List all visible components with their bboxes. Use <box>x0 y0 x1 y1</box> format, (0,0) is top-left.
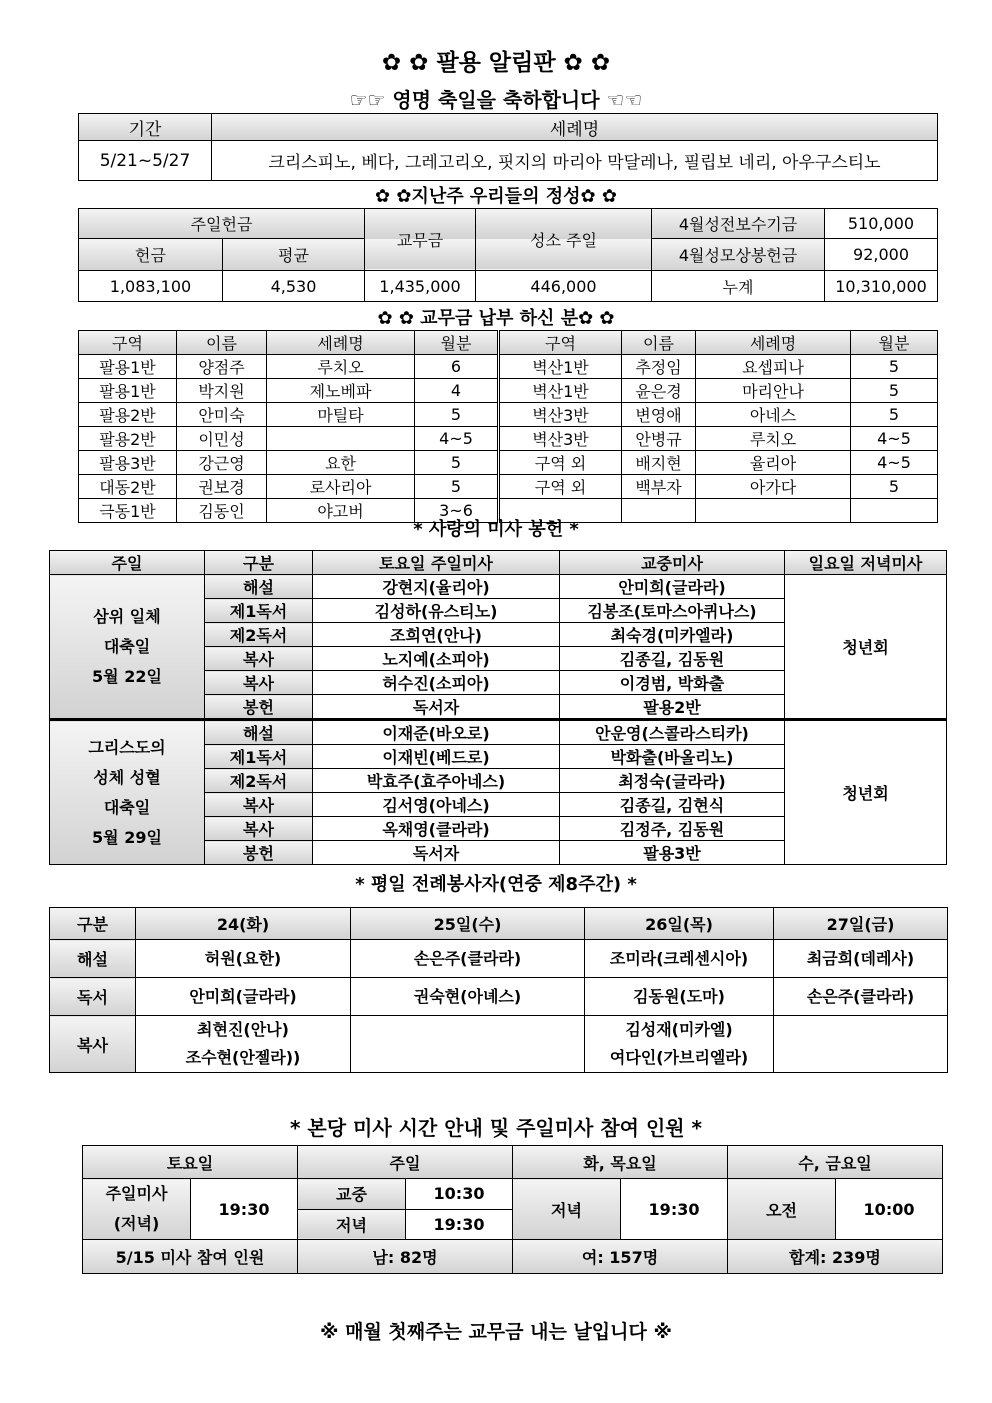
dues-area: 벽산3반 <box>499 403 622 427</box>
love-main-server: 김종길, 김동원 <box>560 647 785 671</box>
sun-evening-label: 저녁 <box>298 1209 406 1240</box>
love-saturday-server: 노지예(소피아) <box>313 647 560 671</box>
weekday-server-name: 최금희(데레사) <box>806 948 915 968</box>
love-saturday-server: 김서영(아네스) <box>313 793 560 817</box>
sunday-offering-label: 주일헌금 <box>79 209 365 239</box>
weekday-server-name: 조미라(크레센시아) <box>609 948 749 968</box>
dues-row <box>79 427 938 451</box>
dues-area: 구역 외 <box>499 475 622 499</box>
weekday-server-name: 최현진(안나) <box>197 1020 289 1039</box>
offering-table <box>78 208 938 302</box>
love-role: 제1독서 <box>205 745 313 769</box>
holy-sunday-label: 성소 주일 <box>476 209 652 271</box>
dues-header-row <box>79 331 938 355</box>
dues-row <box>79 379 938 403</box>
dues-header-month: 월분 <box>851 331 938 355</box>
love-main-server: 김종길, 김현식 <box>560 793 785 817</box>
weekday-server <box>351 978 585 1016</box>
weekday-server-name: 김동원(도마) <box>633 986 725 1006</box>
dues-month: 5 <box>851 379 938 403</box>
dues-header-area: 구역 <box>79 331 177 355</box>
mass-times-title: * 본당 미사 시간 안내 및 주일미사 참여 인원 * <box>289 1116 703 1140</box>
dues-month: 5 <box>851 403 938 427</box>
weekday-row <box>50 940 948 978</box>
weekday-server-name: 여다인(가브리엘라) <box>609 1048 749 1067</box>
love-role: 해설 <box>205 720 313 745</box>
dues-area: 팔용3반 <box>79 451 177 475</box>
dues-row <box>79 451 938 475</box>
love-saturday-server: 강현지(율리아) <box>313 575 560 599</box>
cash-label: 헌금 <box>79 239 223 271</box>
dues-month: 4~5 <box>851 427 938 451</box>
dues-baptismal: 요한 <box>267 451 415 475</box>
dues-month: 5 <box>851 355 938 379</box>
dues-name: 백부자 <box>622 475 696 499</box>
dues-row <box>79 475 938 499</box>
love-evening-server: 청년회 <box>785 575 947 720</box>
feast-names: 크리스피노, 베다, 그레고리오, 핏지의 마리아 막달레나, 필립보 네리, 아우구스티노 <box>212 141 938 181</box>
dues-row <box>79 403 938 427</box>
dues-baptismal: 아네스 <box>696 403 851 427</box>
dues-baptismal: 아가다 <box>696 475 851 499</box>
dues-month: 4 <box>415 379 499 403</box>
weekday-row <box>50 978 948 1016</box>
love-saturday-server: 독서자 <box>313 695 560 720</box>
love-role: 복사 <box>205 647 313 671</box>
dues-header-name: 이름 <box>177 331 267 355</box>
attendance-male: 남: 82명 <box>298 1240 513 1274</box>
weekday-header-tue: 24(화) <box>136 908 351 940</box>
feast-period: 5/21~5/27 <box>79 141 212 181</box>
dues-baptismal: 로사리아 <box>267 475 415 499</box>
dues-month: 5 <box>415 403 499 427</box>
weekday-server <box>585 978 774 1016</box>
love-role: 해설 <box>205 575 313 599</box>
love-main-server: 김봉조(토마스아퀴나스) <box>560 599 785 623</box>
love-main-server: 박화출(바올리노) <box>560 745 785 769</box>
weekday-header-thu: 26일(목) <box>585 908 774 940</box>
mass-header-saturday: 토요일 <box>83 1146 298 1179</box>
dues-payers-title: ✿ ✿ 교무금 납부 하신 분✿ ✿ <box>377 308 615 329</box>
sun-evening-time: 19:30 <box>406 1209 513 1240</box>
weekday-server-name: 권숙현(아녜스) <box>413 986 522 1006</box>
love-role: 제2독서 <box>205 623 313 647</box>
dues-month: 3~6 <box>415 499 499 523</box>
weekday-server <box>774 940 948 978</box>
dues-name: 이민성 <box>177 427 267 451</box>
love-header-sunday: 주일 <box>50 551 205 575</box>
feast-name-line: 그리스도의 <box>88 737 166 757</box>
love-main-server: 안미희(글라라) <box>560 575 785 599</box>
love-mass-table <box>49 550 947 865</box>
dues-area: 극동1반 <box>79 499 177 523</box>
weekday-table <box>49 907 948 1073</box>
dues-label: 교무금 <box>365 209 476 271</box>
average-value: 4,530 <box>223 271 365 302</box>
dues-header-baptismal: 세례명 <box>696 331 851 355</box>
love-main-server: 최숙경(미카엘라) <box>560 623 785 647</box>
love-main-server: 팔용2반 <box>560 695 785 720</box>
dues-baptismal: 야고버 <box>267 499 415 523</box>
total-label: 누계 <box>652 271 825 302</box>
love-mass-row <box>50 575 947 599</box>
weekday-title: * 평일 전례봉사자(연중 제8주간) * <box>355 874 637 895</box>
dues-name: 양점주 <box>177 355 267 379</box>
feast-name <box>50 720 205 865</box>
dues-area: 벽산3반 <box>499 427 622 451</box>
love-main-server: 팔용3반 <box>560 841 785 865</box>
dues-name: 박지원 <box>177 379 267 403</box>
feast-col-period: 기간 <box>79 114 212 141</box>
feast-name-line: 성체 성혈 <box>93 767 161 787</box>
dues-value: 1,435,000 <box>365 271 476 302</box>
love-header-role: 구분 <box>205 551 313 575</box>
feast-name-line: 5월 22일 <box>92 666 162 686</box>
love-saturday-server: 이재빈(베드로) <box>313 745 560 769</box>
dues-header-name: 이름 <box>622 331 696 355</box>
feast-name-line: 대축일 <box>103 797 151 817</box>
attendance-label: 5/15 미사 참여 인원 <box>83 1240 298 1274</box>
weekday-server-name: 조수현(안젤라)) <box>185 1048 301 1067</box>
dues-month: 5 <box>415 451 499 475</box>
wed-fri-label: 오전 <box>728 1179 836 1240</box>
love-main-server: 이경범, 박화출 <box>560 671 785 695</box>
dues-payers-table <box>78 330 938 523</box>
dues-area: 팔용1반 <box>79 355 177 379</box>
dues-name: 변영애 <box>622 403 696 427</box>
mass-header-sunday: 주일 <box>298 1146 513 1179</box>
dues-header-area: 구역 <box>499 331 622 355</box>
average-label: 평균 <box>223 239 365 271</box>
love-saturday-server: 이재준(바오로) <box>313 720 560 745</box>
sun-main-time: 10:30 <box>406 1179 513 1210</box>
weekday-server <box>136 940 351 978</box>
sat-mass-label-line: (저녁) <box>113 1214 160 1233</box>
love-header-evening: 일요일 저녁미사 <box>785 551 947 575</box>
fund1-label: 4월성전보수기금 <box>652 209 825 239</box>
fund2-value: 92,000 <box>825 239 938 271</box>
weekday-header-role: 구분 <box>50 908 136 940</box>
sat-mass-label-line: 주일미사 <box>105 1184 168 1203</box>
dues-area: 벽산1반 <box>499 355 622 379</box>
dues-area: 팔용1반 <box>79 379 177 403</box>
feast-table <box>78 113 938 181</box>
sat-mass-time: 19:30 <box>191 1179 298 1240</box>
dues-baptismal <box>267 427 415 451</box>
weekday-role: 복사 <box>50 1016 136 1073</box>
love-evening-server: 청년회 <box>785 720 947 865</box>
dues-name: 추정임 <box>622 355 696 379</box>
feast-name-line: 삼위 일체 <box>93 606 161 626</box>
dues-area: 팔용2반 <box>79 403 177 427</box>
weekday-server <box>585 1016 774 1073</box>
weekday-role: 해설 <box>50 940 136 978</box>
fund1-value: 510,000 <box>825 209 938 239</box>
love-mass-title: * 사랑의 미사 봉헌 * <box>413 519 579 540</box>
dues-month: 5 <box>415 475 499 499</box>
offering-title: ✿ ✿지난주 우리들의 정성✿ ✿ <box>375 186 617 207</box>
love-role: 봉헌 <box>205 841 313 865</box>
dues-row <box>79 355 938 379</box>
dues-name: 배지현 <box>622 451 696 475</box>
weekday-server-name: 손은주(클라라) <box>413 948 522 968</box>
dues-name: 강근영 <box>177 451 267 475</box>
dues-area: 구역 외 <box>499 451 622 475</box>
dues-baptismal: 루치오 <box>267 355 415 379</box>
love-role: 복사 <box>205 671 313 695</box>
dues-month: 4~5 <box>851 451 938 475</box>
mass-header-tue-thu: 화, 목요일 <box>513 1146 728 1179</box>
holy-sunday-value: 446,000 <box>476 271 652 302</box>
weekday-server-name: 허원(요한) <box>204 948 282 968</box>
weekday-server <box>585 940 774 978</box>
total-value: 10,310,000 <box>825 271 938 302</box>
dues-baptismal: 요셉피나 <box>696 355 851 379</box>
love-saturday-server: 옥채영(클라라) <box>313 817 560 841</box>
weekday-header-fri: 27일(금) <box>774 908 948 940</box>
love-saturday-server: 독서자 <box>313 841 560 865</box>
dues-area: 대동2반 <box>79 475 177 499</box>
feast-name <box>50 575 205 720</box>
weekday-server <box>136 978 351 1016</box>
dues-header-month: 월분 <box>415 331 499 355</box>
sat-mass-label <box>83 1179 191 1240</box>
tue-thu-time: 19:30 <box>621 1179 728 1240</box>
feast-subtitle: ☞☞ 영명 축일을 축하합니다 ☜☜ <box>349 88 643 112</box>
attendance-female: 여: 157명 <box>513 1240 728 1274</box>
weekday-server-name: 손은주(클라라) <box>806 986 915 1006</box>
dues-baptismal: 루치오 <box>696 427 851 451</box>
weekday-header-wed: 25일(수) <box>351 908 585 940</box>
love-role: 제2독서 <box>205 769 313 793</box>
dues-header-baptismal: 세례명 <box>267 331 415 355</box>
dues-area: 팔용2반 <box>79 427 177 451</box>
tue-thu-label: 저녁 <box>513 1179 621 1240</box>
love-main-server: 최정숙(글라라) <box>560 769 785 793</box>
dues-name: 김동인 <box>177 499 267 523</box>
dues-name: 권보경 <box>177 475 267 499</box>
wed-fri-time: 10:00 <box>836 1179 943 1240</box>
dues-name: 안병규 <box>622 427 696 451</box>
dues-name: 윤은경 <box>622 379 696 403</box>
dues-area: 벽산1반 <box>499 379 622 403</box>
sun-main-label: 교중 <box>298 1179 406 1210</box>
dues-month: 5 <box>851 475 938 499</box>
feast-name-line: 대축일 <box>103 636 151 656</box>
page-title: ✿ ✿ 팔용 알림판 ✿ ✿ <box>381 50 611 76</box>
love-header-saturday: 토요일 주일미사 <box>313 551 560 575</box>
love-role: 복사 <box>205 817 313 841</box>
cash-value: 1,083,100 <box>79 271 223 302</box>
weekday-server <box>774 1016 948 1073</box>
dues-baptismal: 마틸타 <box>267 403 415 427</box>
love-saturday-server: 조희연(안나) <box>313 623 560 647</box>
love-main-server: 안운영(스콜라스티카) <box>560 720 785 745</box>
weekday-row <box>50 1016 948 1073</box>
love-mass-row <box>50 720 947 745</box>
dues-baptismal: 제노베파 <box>267 379 415 403</box>
love-role: 봉헌 <box>205 695 313 720</box>
dues-baptismal: 율리아 <box>696 451 851 475</box>
love-saturday-server: 박효주(효주아네스) <box>313 769 560 793</box>
love-role: 복사 <box>205 793 313 817</box>
love-saturday-server: 김성하(유스티노) <box>313 599 560 623</box>
dues-baptismal: 마리안나 <box>696 379 851 403</box>
mass-header-wed-fri: 수, 금요일 <box>728 1146 943 1179</box>
dues-name: 안미숙 <box>177 403 267 427</box>
feast-col-names: 세례명 <box>212 114 938 141</box>
fund2-label: 4월성모상봉헌금 <box>652 239 825 271</box>
love-header-main: 교중미사 <box>560 551 785 575</box>
weekday-server-name: 안미희(글라라) <box>189 986 297 1006</box>
love-saturday-server: 허수진(소피아) <box>313 671 560 695</box>
dues-month: 4~5 <box>415 427 499 451</box>
weekday-server <box>774 978 948 1016</box>
love-main-server: 김정주, 김동원 <box>560 817 785 841</box>
attendance-total: 합계: 239명 <box>728 1240 943 1274</box>
mass-times-table <box>82 1145 943 1274</box>
weekday-role: 독서 <box>50 978 136 1016</box>
weekday-server <box>136 1016 351 1073</box>
footer-notice: ※ 매월 첫째주는 교무금 내는 날입니다 ※ <box>320 1321 672 1343</box>
weekday-server-name: 김성재(미카엘) <box>625 1020 733 1039</box>
weekday-server <box>351 1016 585 1073</box>
love-role: 제1독서 <box>205 599 313 623</box>
feast-name-line: 5월 29일 <box>92 827 162 847</box>
weekday-server <box>351 940 585 978</box>
dues-month: 6 <box>415 355 499 379</box>
